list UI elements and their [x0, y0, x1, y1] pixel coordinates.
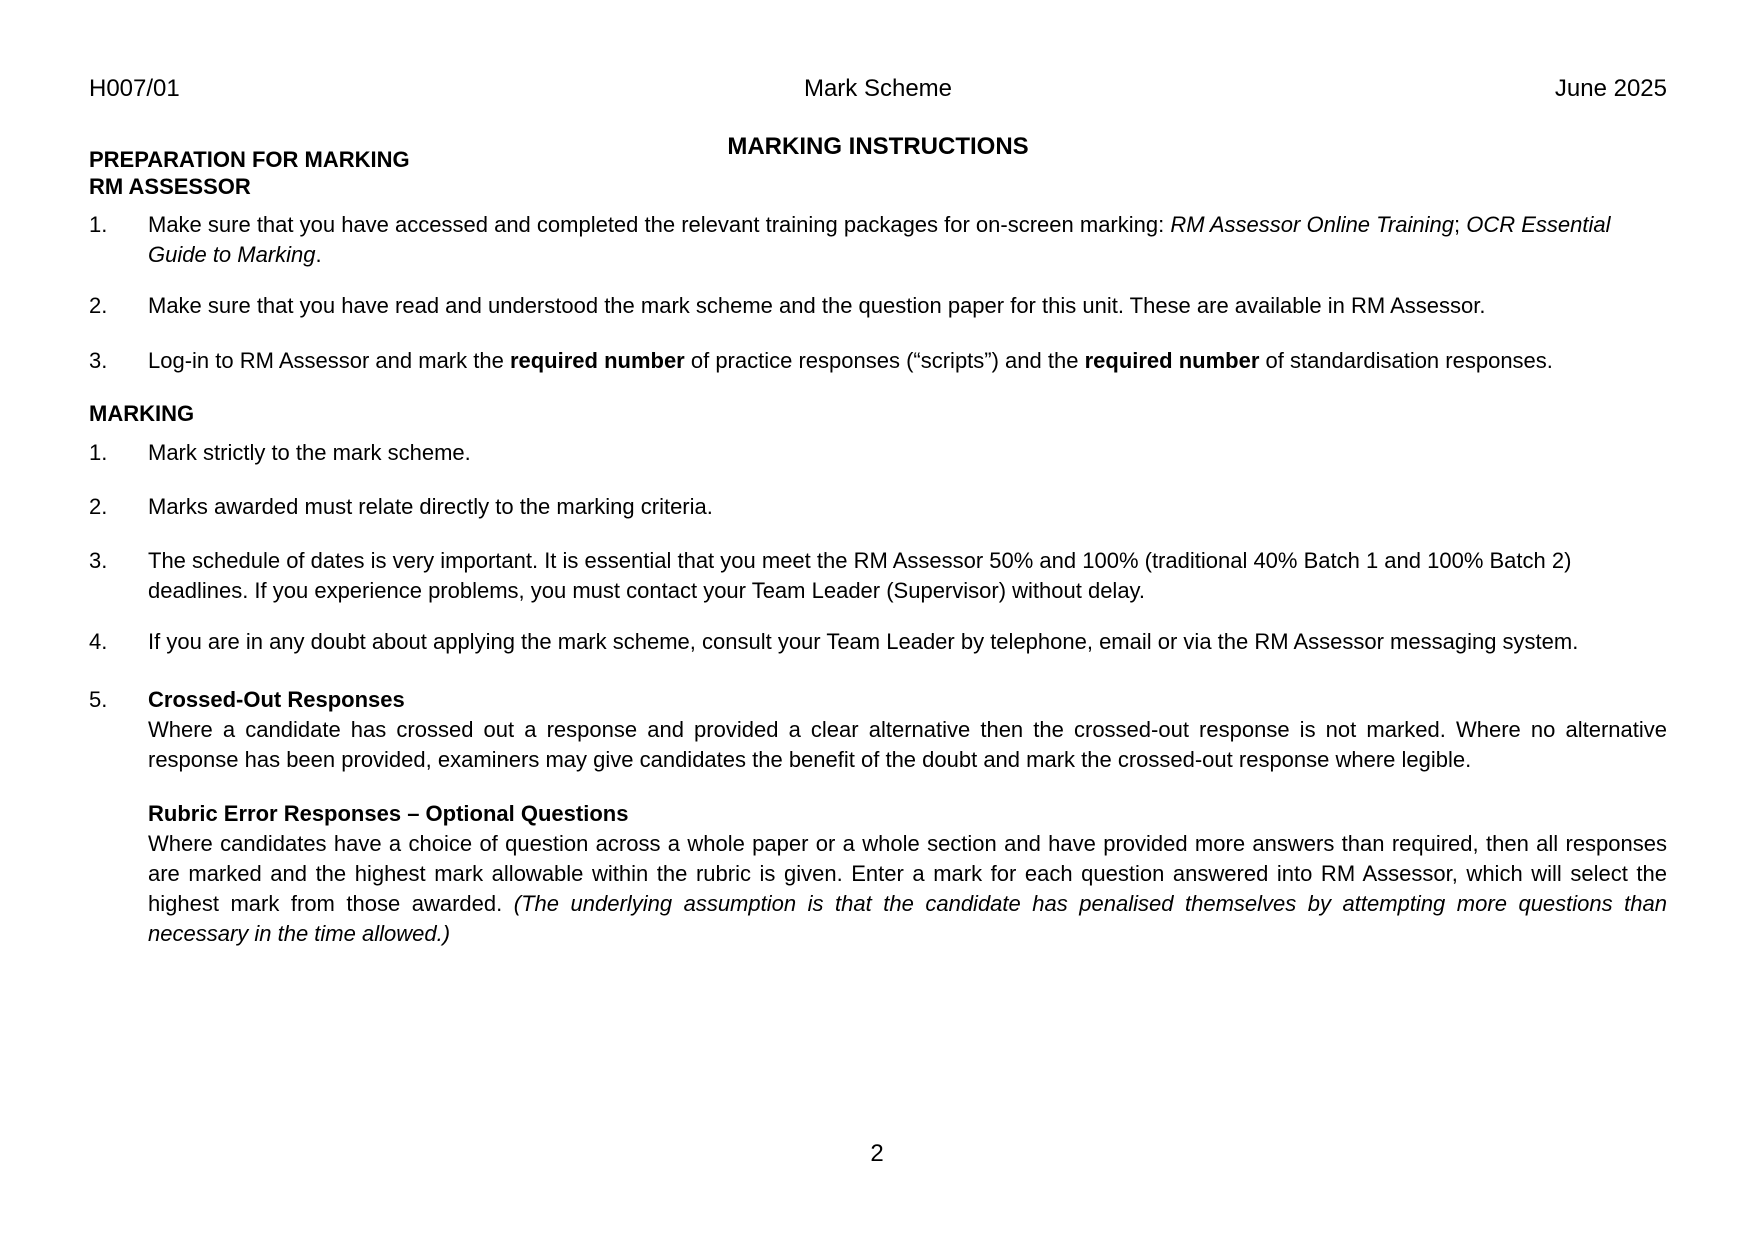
page-number: 2 — [870, 1140, 884, 1167]
item-text: The schedule of dates is very important. It is essential that you meet the RM Assessor 50% and 100% (traditional 40% Batch 1 and 100% Batch 2) deadlines. If you experience problems, you must contact your Team Leader (Supervisor) without delay. — [148, 548, 1572, 603]
item-text: Log-in to RM Assessor and mark the required number of practice responses (“scripts”) and the required number of standardisation responses. — [148, 348, 1553, 373]
item-text: Make sure that you have accessed and completed the relevant training packages for on-screen marking: RM Assessor Online Training; OCR Essential Guide to Marking. — [148, 212, 1611, 267]
preparation-item-3 — [89, 346, 1667, 376]
item-text: If you are in any doubt about applying the mark scheme, consult your Team Leader by telephone, email or via the RM Assessor messaging system. — [148, 629, 1579, 654]
rubric-error-text: Where candidates have a choice of question across a whole paper or a whole section and have provided more answers than required, then all responses are marked and the highest mark allowable within the rubric is given. Enter a mark for each question answered into RM Assessor, which will select the highest mark from those awarded. (The underlying assumption is that the candidate has penalised themselves by attempting more questions than necessary in the time allowed.) — [148, 831, 1667, 946]
preparation-item-1 — [89, 210, 1667, 270]
item-number: 5. — [89, 687, 108, 712]
marking-heading: MARKING — [89, 401, 195, 426]
preparation-heading: PREPARATION FOR MARKING — [89, 147, 410, 172]
item-number: 4. — [89, 629, 108, 654]
item-number: 1. — [89, 212, 108, 237]
item-text — [148, 685, 1667, 949]
exam-date: June 2025 — [1554, 75, 1667, 102]
item-text: Mark strictly to the mark scheme. — [148, 440, 471, 465]
crossed-out-text: Where a candidate has crossed out a response and provided a clear alternative then the crossed-out response is not marked. Where no alternative response has been provided, examiners may give candidates the benefit of the doubt and mark the crossed-out response where legible. — [148, 717, 1667, 772]
emphasis: required number — [1084, 348, 1260, 373]
item-number: 3. — [89, 548, 108, 573]
marking-item-1 — [89, 438, 1667, 468]
document-title: Mark Scheme — [803, 75, 953, 102]
paper-code: H007/01 — [89, 75, 180, 102]
guide-name: OCR Essential Guide to Marking — [148, 212, 1611, 267]
marking-item-2 — [89, 492, 1667, 522]
item-number: 2. — [89, 494, 108, 519]
item-number: 3. — [89, 348, 108, 373]
page-header — [89, 72, 1667, 106]
crossed-out-title: Crossed-Out Responses — [148, 687, 405, 712]
page-title: MARKING INSTRUCTIONS — [727, 133, 1029, 160]
rubric-error-title: Rubric Error Responses – Optional Questions — [148, 801, 629, 826]
rm-assessor-subheading: RM ASSESSOR — [89, 174, 251, 199]
item-number: 1. — [89, 440, 108, 465]
marking-item-4 — [89, 627, 1667, 657]
rubric-assumption-note: (The underlying assumption is that the candidate has penalised themselves by attempting more questions than necessary in the time allowed.) — [148, 891, 1667, 946]
emphasis: required number — [509, 348, 685, 373]
marking-item-5 — [89, 685, 1667, 949]
item-text: Make sure that you have read and understood the mark scheme and the question paper for this unit. These are available in RM Assessor. — [148, 293, 1486, 318]
item-text: Marks awarded must relate directly to the marking criteria. — [148, 494, 713, 519]
item-number: 2. — [89, 293, 108, 318]
preparation-item-2 — [89, 291, 1667, 321]
training-package-name: RM Assessor Online Training — [1170, 212, 1455, 237]
marking-item-3 — [89, 546, 1667, 606]
